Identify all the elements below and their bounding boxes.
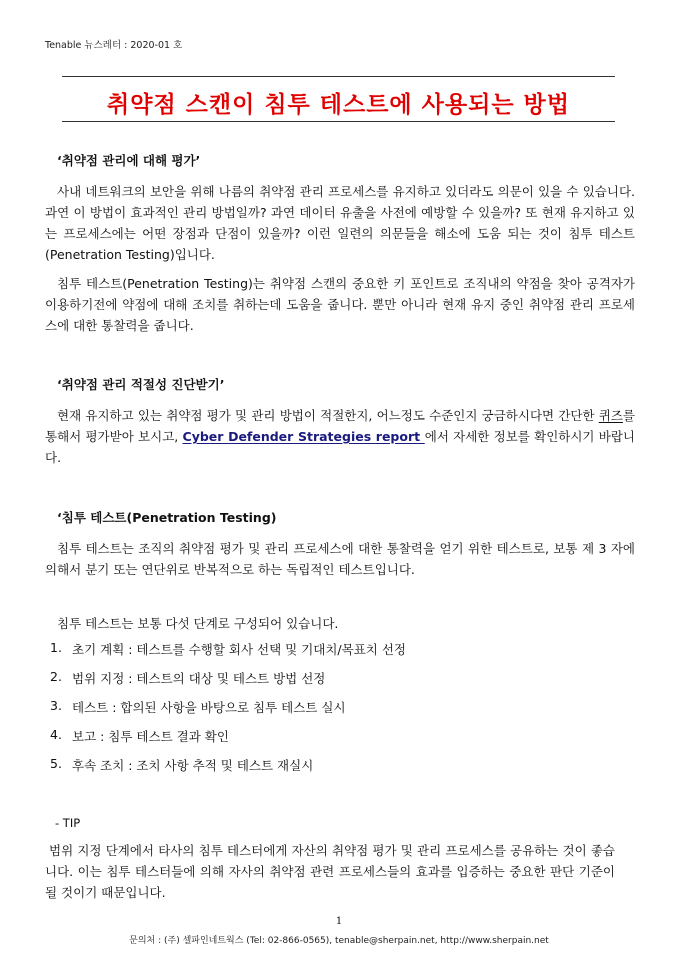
steps-intro-text: 침투 테스트는 보통 다섯 단계로 구성되어 있습니다. — [57, 616, 339, 631]
quiz-link[interactable]: 퀴즈 — [598, 408, 623, 423]
step-number: 4. — [50, 727, 62, 742]
list-item — [50, 727, 610, 756]
list-item — [50, 669, 610, 698]
step-number: 5. — [50, 756, 62, 771]
step-text: 보고 : 침투 테스트 결과 확인 — [72, 729, 229, 744]
pentest-heading: ‘침투 테스트(Penetration Testing) — [57, 510, 277, 525]
title-top-rule — [62, 76, 615, 77]
steps-list — [50, 640, 610, 785]
step-number: 2. — [50, 669, 62, 684]
step-text: 초기 계획 : 테스트를 수행할 회사 선택 및 기대치/목표치 선정 — [72, 642, 406, 657]
footer-contact: 문의처 : (주) 셀파인네트웍스 (Tel: 02-866-0565), tenable@sherpain.net, http://www.sherpain.net — [129, 936, 549, 946]
list-item — [50, 698, 610, 727]
tip-paragraph: 범위 지정 단계에서 타사의 침투 테스터에게 자산의 취약점 평가 및 관리 프로세스를 공유하는 것이 좋습니다. 이는 침투 테스터들에 의해 자사의 취약점 관련 프로세스들의 효과를 입증하는 중요한 판단 기준이 될 것이기 때문입니다. — [45, 843, 615, 900]
list-item — [50, 756, 610, 785]
adequacy-text-3: 에서 자세한 정보를 확인하시기 바랍니다. — [45, 429, 635, 465]
adequacy-text-2: 를 통해서 평가받아 보시고, — [45, 408, 635, 444]
pentest-section — [45, 508, 635, 580]
adequacy-heading: ‘취약점 관리 적절성 진단받기’ — [57, 377, 225, 392]
adequacy-paragraph — [45, 405, 635, 468]
vuln-mgmt-section — [45, 151, 635, 336]
adequacy-section — [45, 375, 635, 468]
tip-section — [45, 816, 635, 903]
vuln-mgmt-paragraph-1: 사내 네트워크의 보안을 위해 나름의 취약점 관리 프로세스를 유지하고 있더라도 의문이 있을 수 있습니다. 과연 이 방법이 효과적인 관리 방법일까? 과연 데이터 유출을 사전에 예방할 수 있을까? 또 현재 유지하고 있는 프로세스에는 어떤 장점과 단점이 있을까? 이런 일련의 의문들을 해소에 도움 되는 것이 침투 테스트(Penetration Testing)입니다. — [45, 184, 635, 262]
vuln-mgmt-heading: ‘취약점 관리에 대해 평가’ — [57, 153, 201, 168]
page-number: 1 — [335, 916, 343, 927]
step-number: 3. — [50, 698, 62, 713]
steps-intro — [57, 614, 647, 632]
newsletter-issue: Tenable 뉴스레터 : 2020-01 호 — [45, 40, 183, 51]
step-text: 후속 조치 : 조치 사항 추적 및 테스트 재실시 — [72, 758, 314, 773]
step-text: 테스트 : 합의된 사항을 바탕으로 침투 테스트 실시 — [72, 700, 346, 715]
vuln-mgmt-paragraph-2: 침투 테스트(Penetration Testing)는 취약점 스캔의 중요한 키 포인트로 조직내의 약점을 찾아 공격자가 이용하기전에 약점에 대해 조치를 취하는데 도움을 줍니다. 뿐만 아니라 현재 유지 중인 취약점 관리 프로세스에 대한 통찰력을 줍니다. — [45, 276, 635, 333]
step-number: 1. — [50, 640, 62, 655]
adequacy-text-1: 현재 유지하고 있는 취약점 평가 및 관리 방법이 적절한지, 어느정도 수준인지 궁금하시다면 간단한 — [57, 408, 599, 423]
page-title: 취약점 스캔이 침투 테스트에 사용되는 방법 — [107, 92, 570, 118]
tip-label: - TIP — [55, 816, 81, 830]
pentest-paragraph: 침투 테스트는 조직의 취약점 평가 및 관리 프로세스에 대한 통찰력을 얻기 위한 테스트로, 보통 제 3 자에 의해서 분기 또는 연단위로 반복적으로 하는 독립적인 테스트입니다. — [45, 541, 635, 577]
step-text: 범위 지정 : 테스트의 대상 및 테스트 방법 선정 — [72, 671, 326, 686]
list-item — [50, 640, 610, 669]
cyber-defender-report-link[interactable]: Cyber Defender Strategies report — [182, 429, 425, 444]
title-bottom-rule — [62, 121, 615, 122]
